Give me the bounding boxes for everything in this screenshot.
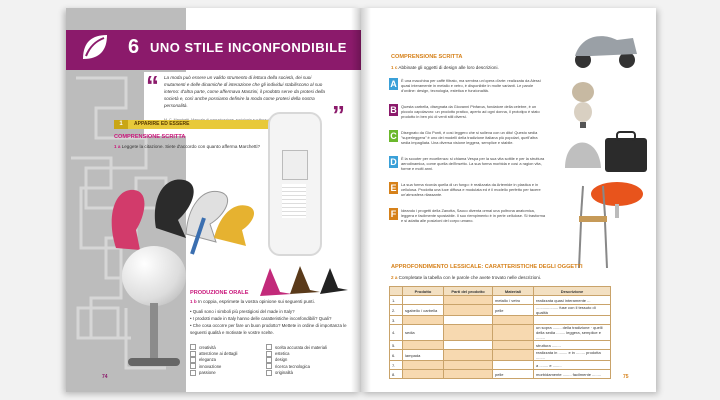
exercise-number: 1 c bbox=[391, 65, 398, 70]
oral-point: • Quali sono i simboli più prestigiosi del made in Italy? bbox=[190, 309, 295, 314]
lamp-stem bbox=[150, 303, 158, 363]
description-item bbox=[389, 130, 549, 154]
checkbox[interactable] bbox=[190, 344, 196, 350]
close-quote-icon: ” bbox=[332, 100, 345, 130]
exercise-instruction: Completate la tabella con le parole che avete trovato nelle descrizioni. bbox=[398, 275, 542, 280]
description-text: La sua forma ricorda quella di un fungo: è realizzata da Artemide in plastica e in cellulosa. Prodotta una luce diffusa e modulata ed è il modello perfetto per tacere un'atmosfera rilassante. bbox=[401, 182, 541, 198]
description-text: È una macchina per caffè filtrato, ma sembra un'opera d'arte: realizzata da Alessi quasi interamente in metallo e vetro, è disponibile in molte varianti. Le parole d'ordine: design, tecnologia, estetica e funzionalità. bbox=[401, 78, 541, 94]
phone-photo bbox=[268, 112, 322, 256]
description-letter: D bbox=[390, 157, 397, 167]
quote-text: La moda può essere un valido strumento di lettura della società, dei suoi mutamenti e delle dinamiche di interazione che gli individui stabiliscono al suo interno: d'altra parte, come affermava Manzini, il prodotto serve da protesi della società e, così anche possiamo definire la moda come protesi della nostra personalità. bbox=[164, 75, 325, 108]
description-letter: C bbox=[390, 131, 397, 141]
description-text: Ideando i progetti della Zanotta, Sacco diventa ormai una poltrona anatomica, leggera e facilmente spostabile. Il suo riempimento è in perle cellulose. Si trasforma e si adatta alle posizioni del corpo umano. bbox=[401, 208, 546, 224]
shoes-photo bbox=[256, 258, 351, 303]
exercise-1c bbox=[391, 65, 499, 70]
exercise-instruction: Abbinate gli oggetti di design alle loro descrizioni. bbox=[398, 65, 499, 70]
qualities-col-2: scelta accurata dei materiali estetica design ricerca tecnologica originalità bbox=[266, 344, 327, 376]
description-letter: A bbox=[390, 79, 397, 89]
unit-title: UNO STILE INCONFONDIBILE bbox=[150, 40, 347, 55]
oral-points bbox=[190, 308, 350, 336]
oral-point: • Che cosa occorre per fare un buon prodotto? Mettete in ordine di importanza le seguenti qualità e motivate le vostre scelte. bbox=[190, 323, 347, 335]
phone-keypad bbox=[282, 184, 306, 218]
description-letter: E bbox=[390, 183, 397, 193]
page-number-left: 74 bbox=[102, 374, 108, 380]
table-row: 8. pelle morbidamente ........ facilmente ........ bbox=[390, 370, 611, 379]
right-page bbox=[361, 8, 656, 392]
checkbox[interactable] bbox=[190, 357, 196, 363]
table-row: 6. lampada realizzata in ........ e in ........ prodotta ........ bbox=[390, 350, 611, 361]
unit-number: 6 bbox=[128, 36, 140, 58]
qualities-col-1: creatività attenzione ai dettagli eleganza innovazione passione bbox=[190, 344, 237, 376]
table-row: 5. struttura ........ bbox=[390, 341, 611, 350]
products-photos bbox=[561, 18, 651, 273]
section-bar bbox=[114, 120, 284, 129]
description-item bbox=[389, 182, 549, 206]
exercise-2a bbox=[391, 275, 541, 280]
exercise-instruction: Leggete la citazione. Siete d'accordo con quanto afferma Marchetti? bbox=[121, 144, 261, 149]
open-quote-icon: “ bbox=[146, 70, 159, 100]
checkbox[interactable] bbox=[266, 363, 272, 369]
description-letter: B bbox=[390, 105, 397, 115]
leaf-logo-icon bbox=[80, 32, 110, 62]
description-text: Questa carbella, disegnata da Giovanni Pinfaroa, fondatore della celebre, è un piccolo capolavoro: un prodotto pratico, aperto ad ogni donna, il prototipo è stato prodotto in ben più di venti stili diversi. bbox=[401, 104, 540, 120]
lamp-base bbox=[128, 358, 180, 366]
description-item bbox=[389, 208, 549, 232]
checkbox[interactable] bbox=[266, 357, 272, 363]
description-text: Disegnato da Gio Ponti, è così leggero che si solleva con un dito! Questo sedia "superleggera" è uno dei modelli della tradizione italiana più popolari, quell'altra sedia impagliata. Una diversa visione leggera, semplice e stabile. bbox=[401, 130, 538, 146]
checkbox[interactable] bbox=[266, 344, 272, 350]
phone-screen bbox=[282, 150, 308, 180]
chairs-photo bbox=[96, 158, 266, 258]
checkbox[interactable] bbox=[266, 370, 272, 376]
description-text: È la scooter per eccellenza: si chiama Vespa per la sua vita sottile e per la struttura aerodinamica, come quella dell'insetto. La sua forma morbida e così a ragion vita, forme e molti anni. bbox=[401, 156, 545, 172]
heading-comprensione-scritta: COMPRENSIONE SCRITTA bbox=[114, 134, 186, 140]
exercise-number: 1 b bbox=[190, 299, 197, 304]
table-row: 4. sedia un sopra ........ della tradizione · quelli della sedia ........ leggera, semplice e ........ bbox=[390, 325, 611, 341]
exercise-number: 1 a bbox=[114, 144, 121, 149]
design-descriptions bbox=[389, 78, 549, 234]
checkbox[interactable] bbox=[266, 351, 272, 357]
table-row: 3. bbox=[390, 316, 611, 325]
table-header-row: Prodotto Parti del prodotto Materiali Descrizione bbox=[390, 287, 611, 296]
open-book bbox=[66, 8, 656, 392]
description-item bbox=[389, 78, 549, 102]
heading-comprensione-scritta-right: COMPRENSIONE SCRITTA bbox=[391, 54, 463, 60]
lamp-globe bbox=[122, 246, 186, 306]
checkbox[interactable] bbox=[190, 351, 196, 357]
table-row: 7. a ........ e ........ bbox=[390, 361, 611, 370]
exercise-instruction: In coppia, esprimete la vostra opinione sui seguenti punti. bbox=[197, 299, 315, 304]
vocabulary-table bbox=[389, 286, 611, 379]
exercise-number: 2 a bbox=[391, 275, 398, 280]
checkbox[interactable] bbox=[190, 370, 196, 376]
description-item bbox=[389, 104, 549, 128]
exercise-1a bbox=[114, 144, 260, 149]
table-row: 1. metallo / vetro realizzata quasi interamente ... bbox=[390, 296, 611, 305]
heading-produzione-orale: PRODUZIONE ORALE bbox=[190, 290, 249, 296]
heading-approfondimento-lessicale: APPROFONDIMENTO LESSICALE: CARATTERISTICHE DEGLI OGGETTI bbox=[391, 264, 583, 270]
description-letter: F bbox=[390, 209, 397, 219]
oral-point: • I prodotti made in Italy hanno delle caratteristiche inconfondibili? Quali? bbox=[190, 316, 332, 321]
page-number-right: 75 bbox=[623, 374, 629, 380]
exercise-1b bbox=[190, 299, 315, 304]
section-number: 1 bbox=[114, 120, 128, 129]
description-item bbox=[389, 156, 549, 180]
left-page bbox=[66, 8, 361, 392]
checkbox[interactable] bbox=[190, 363, 196, 369]
section-title: APPARIRE ED ESSERE bbox=[134, 121, 190, 127]
table-row: 2. sgabello / carbella pelle .................... fuse con il tessuto di qualità bbox=[390, 305, 611, 316]
